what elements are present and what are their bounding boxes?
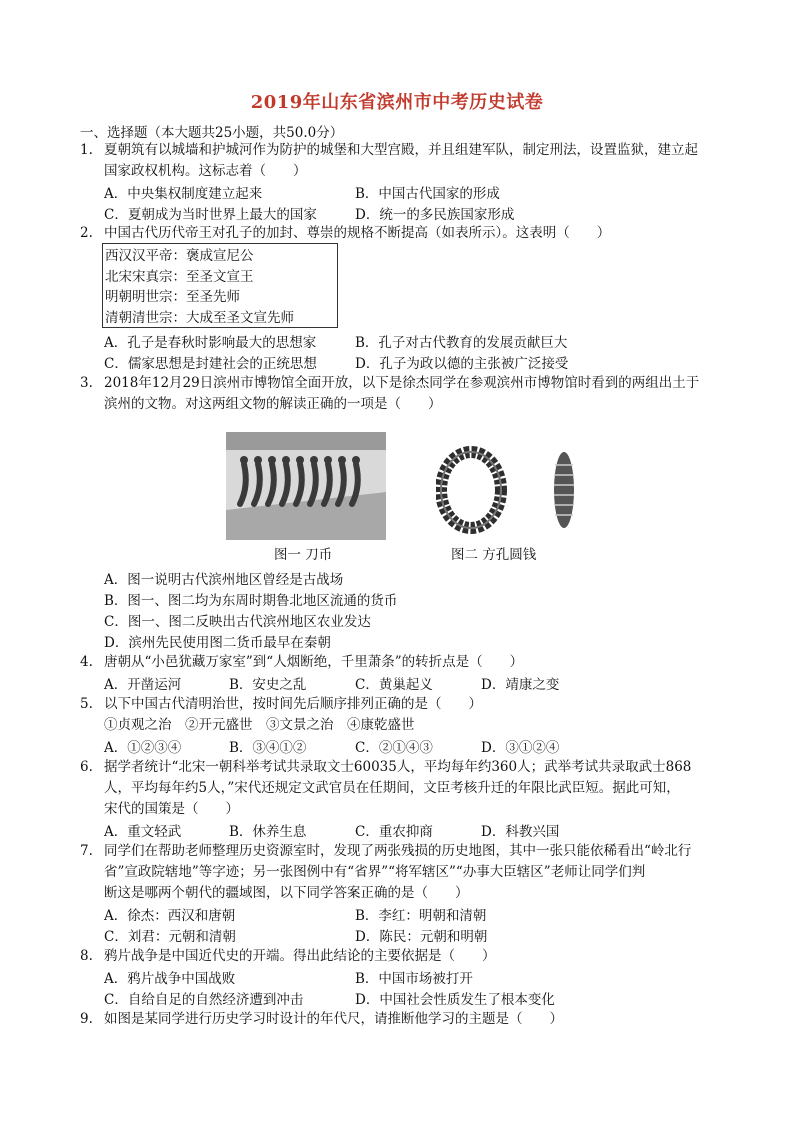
question-8 [80,946,730,967]
question-stem: 中国古代历代帝王对孔子的加封、尊崇的规格不断提高（如表所示）。这表明（ ） [104,225,611,241]
question-stem: 鸦片战争是中国近代史的开端。得出此结论的主要依据是（ ） [104,948,496,964]
option-b: B．中国市场被打开 [355,971,473,987]
figure-round-coins [436,445,586,535]
option-b: B．图一、图二均为东周时期鲁北地区流通的货币 [104,593,398,609]
question-number: 2. [80,225,93,241]
option-d: D．滨州先民使用图二货币最早在秦朝 [104,635,331,651]
question-9 [80,1009,730,1030]
question-stem: 以下中国古代清明治世，按时间先后顺序排列正确的是（ ） ①贞观之治 ②开元盛世 ③文景之治 ④康乾盛世 [104,696,482,733]
option-d: D．陈民：元朝和明朝 [355,929,488,945]
option-a: A．①②③④ [104,740,182,756]
option-a: A．图一说明古代滨州地区曾经是古战场 [104,572,344,588]
option-a: A．重文轻武 [104,824,182,840]
question-1 [80,140,730,182]
option-a: A．鸦片战争中国战败 [104,971,236,987]
option-d: D．孔子为政以德的主张被广泛接受 [355,356,569,372]
option-c: C．儒家思想是封建社会的正统思想 [104,356,317,372]
figure-knife-coins [226,432,386,540]
table-row: 清朝清世宗：大成至圣文宣先师 [105,309,294,326]
question-4 [80,652,730,673]
option-d: D．科教兴国 [481,824,560,840]
option-b: B．安史之乱 [229,677,307,693]
question-stem: 如图是某同学进行历史学习时设计的年代尺，请推断他学习的主题是（ ） [104,1011,563,1027]
question-stem: 夏朝筑有以城墙和护城河作为防护的城堡和大型宫殿，并且组建军队，制定刑法，设置监狱，建立起 国家政权机构。这标志着（ ） [104,142,698,179]
question-number: 4. [80,654,93,670]
option-b: B．孔子对古代教育的发展贡献巨大 [355,335,568,351]
option-d: D．③①②④ [481,740,560,756]
question-stem: 唐朝从“小邑犹藏万家室”到“人烟断绝，千里萧条”的转折点是（ ） [104,654,524,670]
question-stem: 2018年12月29日滨州市博物馆全面开放，以下是徐杰同学在参观滨州市博物馆时看到的两组出土于 滨州的文物。对这两组文物的解读正确的一项是（ ） [104,375,700,412]
question-number: 8. [80,948,93,964]
figure-1-caption: 图一 刀币 [274,547,333,563]
option-c: C．黄巢起义 [355,677,433,693]
question-number: 9. [80,1011,93,1027]
option-b: B．中国古代国家的形成 [355,186,500,202]
table-row: 明朝明世宗：至圣先师 [105,289,240,305]
option-c: C．图一、图二反映出古代滨州地区农业发达 [104,614,371,630]
question-3 [80,373,730,415]
option-b: B．李红：明朝和清朝 [355,908,487,924]
option-d: D．中国社会性质发生了根本变化 [355,992,555,1008]
option-c: C．重农抑商 [355,824,433,840]
option-b: B．休养生息 [229,824,307,840]
option-a: A．孔子是春秋时影响最大的思想家 [104,335,317,351]
option-d: D．统一的多民族国家形成 [355,207,515,223]
question-stem: 据学者统计“北宋一朝科举考试共录取文士60035人，平均每年约360人；武举考试共录取武士868 人，平均每年约5人，”宋代还规定文武官员在任期间，文臣考核升迁的年限比武臣短。据此可知， 宋代的国策是（ ） [104,759,692,817]
question-number: 7. [80,843,93,859]
round-coin-image [436,445,586,535]
question-5 [80,694,730,736]
option-c: C．②①④③ [355,740,433,756]
question-number: 5. [80,696,93,712]
option-d: D．靖康之变 [481,677,560,693]
exam-title: 2019年山东省滨州市中考历史试卷 [250,92,544,113]
question-2 [80,223,730,244]
question-number: 6. [80,759,93,775]
option-c: C．自给自足的自然经济遭到冲击 [104,992,304,1008]
question-number: 1. [80,142,93,158]
title-table [102,243,338,328]
section-heading: 一、选择题（本大题共25小题，共50.0分） [80,125,344,141]
option-b: B．③④①② [229,740,307,756]
question-number: 3. [80,375,93,391]
option-a: A．中央集权制度建立起来 [104,186,263,202]
option-c: C．刘君：元朝和清朝 [104,929,236,945]
question-stem: 同学们在帮助老师整理历史资源室时，发现了两张残损的历史地图，其中一张只能依稀看出“岭北行 省”宣政院辖地”等字迹；另一张图例中有“省界”“将军辖区”“办事大臣辖区”老师让同学们判 断这是哪两个朝代的疆域图，以下同学答案正确的是（ ） [104,843,692,901]
question-7 [80,841,730,904]
figure-2-caption: 图二 方孔圆钱 [451,547,537,563]
table-row: 北宋宋真宗：至圣文宣王 [105,268,254,285]
knife-coin-image [226,432,386,540]
question-6 [80,757,730,820]
option-a: A．徐杰：西汉和唐朝 [104,908,236,924]
table-row: 西汉汉平帝：褒成宣尼公 [105,248,254,264]
option-c: C．夏朝成为当时世界上最大的国家 [104,207,317,223]
option-a: A．开凿运河 [104,677,182,693]
